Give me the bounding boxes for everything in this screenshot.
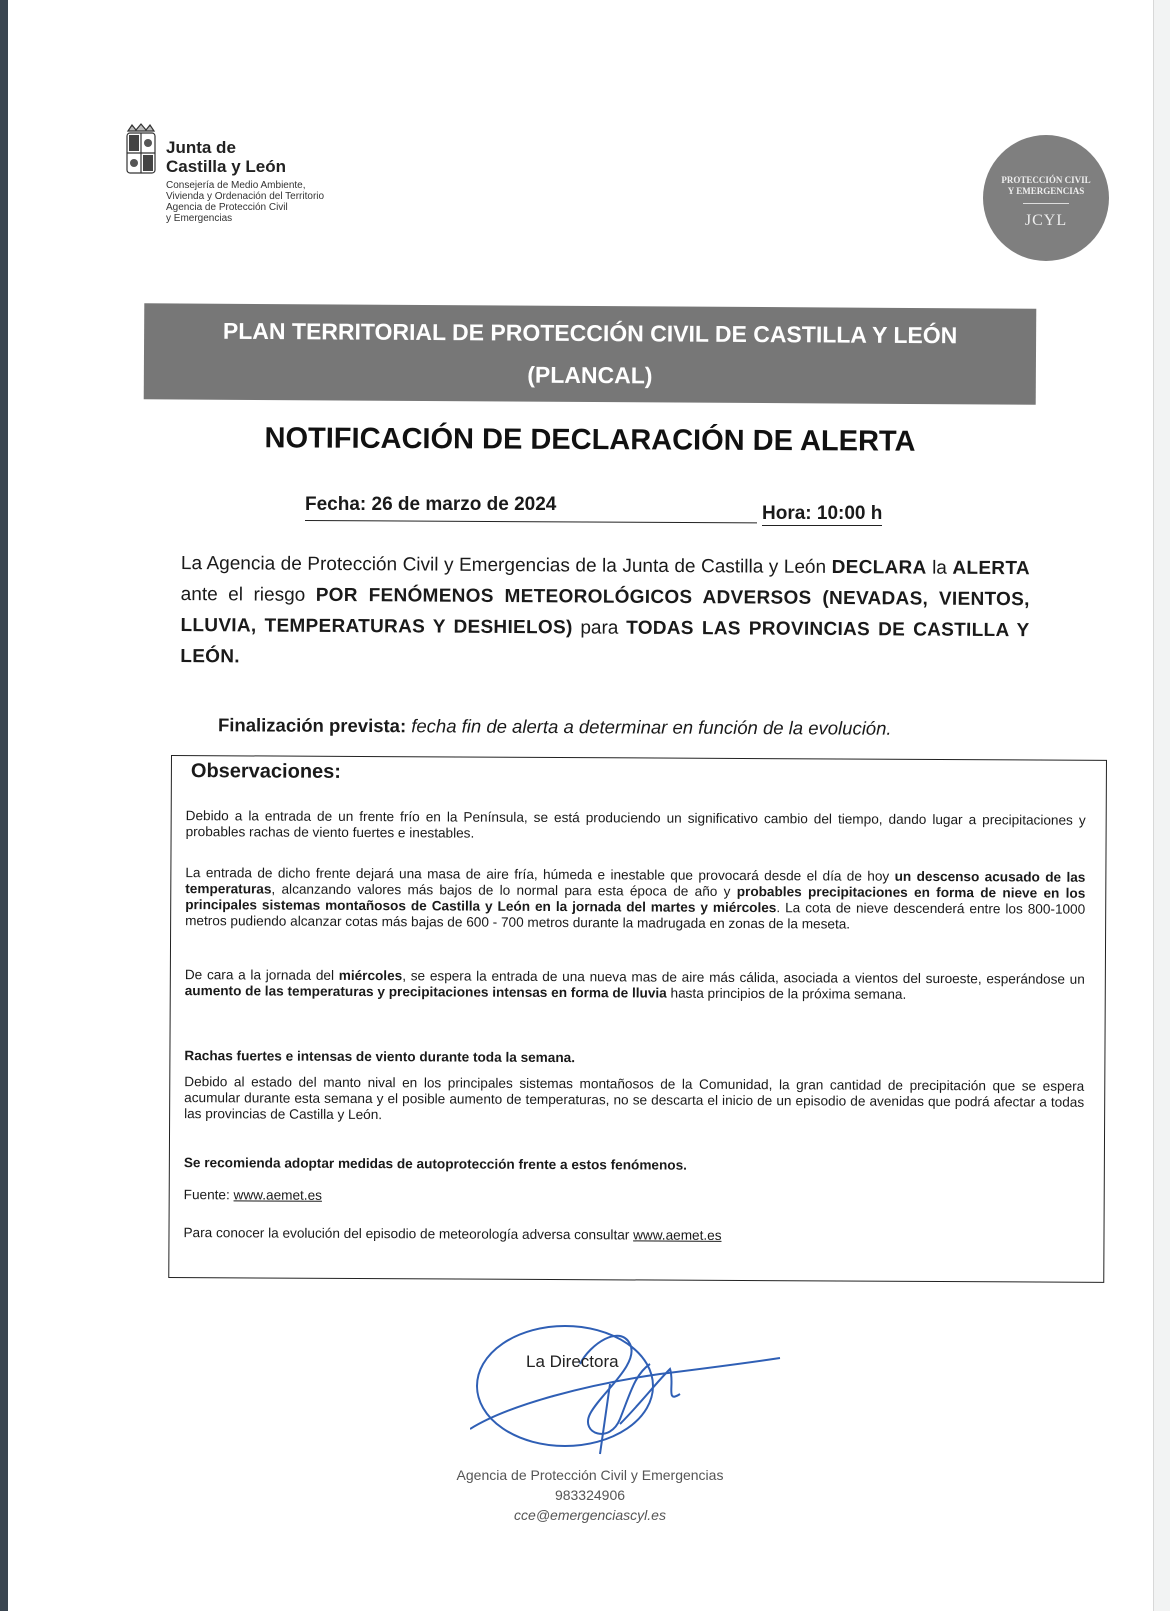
dept-line: Consejería de Medio Ambiente,: [166, 180, 306, 191]
observation-paragraph: Debido a la entrada de un frente frío en la Península, se está produciendo un significativo cambio del tiempo, dando lugar a precipitaciones y probables rachas de viento fuertes e inestables.: [185, 808, 1086, 841]
dept-line: Agencia de Protección Civil: [166, 202, 288, 213]
declaration-text: La Agencia de Protección Civil y Emergencias de la Junta de Castilla y León: [180, 552, 832, 578]
date-underline: [305, 520, 757, 523]
organization-name: [166, 138, 366, 176]
dept-line: y Emergencias: [166, 213, 233, 224]
observations-title: Observaciones:: [190, 760, 342, 783]
observation-paragraph: Debido al estado del manto nival en los principales sistemas montañosos de la Comunidad, la gran cantidad de precipitación que se espera acumular durante esta semana y el posible aumento de temperaturas, no se descarta el inicio de un episodio de avenidas que podrá afectar a todas las provincias de Castilla y León.: [184, 1074, 1085, 1123]
seal-line: Y EMERGENCIAS: [1007, 186, 1085, 196]
obs-text: hasta principios de la próxima semana.: [666, 985, 907, 1002]
seal-top-text: [983, 175, 1109, 197]
declaration-bold: DECLARA: [831, 556, 927, 579]
obs-text: De cara a la jornada del: [184, 967, 339, 983]
observation-paragraph: [184, 1155, 1084, 1176]
time-field: Hora: 10:00 h: [762, 503, 883, 524]
plan-title-line-2: (PLANCAL): [527, 361, 653, 389]
aemet-link-2[interactable]: www.aemet.es: [633, 1227, 722, 1243]
observation-paragraph: [185, 967, 1085, 1004]
obs-text: . La cota de nieve descenderá entre los 800-1000 metros pudiendo alcanzar cotas más bajas de 600 - 700 metros durante la madrugada en zonas de la meseta.: [185, 900, 1086, 932]
coat-of-arms-icon: [124, 122, 158, 178]
plan-banner: [144, 303, 1037, 404]
proteccion-civil-seal: [983, 135, 1109, 261]
consult-text: Para conocer la evolución del episodio de meteorología adversa consultar: [183, 1225, 634, 1243]
institution-header: [124, 118, 384, 238]
declaration-paragraph: [180, 548, 1030, 677]
obs-bold: aumento de las temperaturas y precipitaciones intensas en forma de lluvia: [184, 983, 667, 1001]
obs-bold: Rachas fuertes e intensas de viento durante toda la semana.: [184, 1048, 576, 1066]
obs-text: La entrada de dicho frente dejará una masa de aire fría, húmeda e inestable que provocará desde el día de hoy: [185, 865, 895, 884]
observation-paragraph: [184, 1048, 1084, 1069]
expected-end-value: fecha fin de alerta a determinar en función de la evolución.: [411, 715, 892, 739]
declaration-bold: TODAS LAS PROVINCIAS DE CASTILLA Y LEÓN.: [180, 617, 1030, 668]
handwritten-signature: [470, 1324, 790, 1484]
agency-name: Agencia de Protección Civil y Emergencias: [456, 1467, 724, 1483]
obs-text: , se espera la entrada de una nueva mas de aire más cálida, asociada a vientos del suroeste, esperándose un: [402, 968, 1085, 987]
declaration-text: ante el riesgo: [180, 583, 316, 606]
expected-end-label: Finalización prevista:: [217, 714, 407, 737]
source-line: [184, 1187, 1084, 1208]
obs-bold: miércoles: [338, 967, 403, 984]
agency-email[interactable]: cce@emergenciascyl.es: [514, 1507, 666, 1523]
consult-line: [183, 1225, 1083, 1246]
document-title: NOTIFICACIÓN DE DECLARACIÓN DE ALERTA: [264, 422, 916, 458]
org-line-1: Junta de: [166, 138, 236, 157]
dept-line: Vivienda y Ordenación del Territorio: [166, 191, 325, 202]
observations-box: [168, 755, 1107, 1283]
org-line-2: Castilla y León: [166, 157, 286, 176]
source-label: Fuente:: [183, 1187, 234, 1203]
obs-text: , alcanzando valores más bajos de lo normal para esta época de año y: [271, 881, 737, 899]
scrollbar[interactable]: [1153, 0, 1170, 1611]
department-lines: [166, 180, 406, 224]
declaration-text: la: [926, 557, 953, 579]
seal-line: PROTECCIÓN CIVIL: [1001, 175, 1091, 185]
declaration-bold: ALERTA: [952, 557, 1030, 580]
scan-left-edge: [0, 0, 8, 1611]
seal-bottom-text: JCYL: [1024, 212, 1068, 229]
obs-bold: probables precipitaciones en forma de nieve en los principales sistemas montañosos de Castilla y León en la jornada del martes y miércoles: [185, 883, 1086, 916]
obs-bold: un descenso acusado de las temperaturas: [185, 868, 1086, 897]
observation-paragraph: [185, 865, 1085, 934]
obs-bold: Se recomienda adoptar medidas de autoprotección frente a estos fenómenos.: [183, 1155, 688, 1173]
plan-title-line-1: PLAN TERRITORIAL DE PROTECCIÓN CIVIL DE CASTILLA Y LEÓN: [222, 317, 958, 349]
aemet-link[interactable]: www.aemet.es: [233, 1187, 323, 1203]
declaration-bold: POR FENÓMENOS METEOROLÓGICOS ADVERSOS (NEVADAS, VIENTOS, LLUVIA, TEMPERATURAS Y DESHIELOS): [180, 584, 1030, 639]
expected-end: [218, 714, 892, 740]
seal-divider: [1023, 203, 1069, 204]
declaration-text: para: [572, 617, 627, 639]
agency-phone: 983324906: [554, 1487, 626, 1503]
signatory-title: La Directora: [526, 1352, 619, 1371]
agency-contact: [360, 1465, 820, 1525]
date-field: Fecha: 26 de marzo de 2024: [305, 494, 557, 515]
